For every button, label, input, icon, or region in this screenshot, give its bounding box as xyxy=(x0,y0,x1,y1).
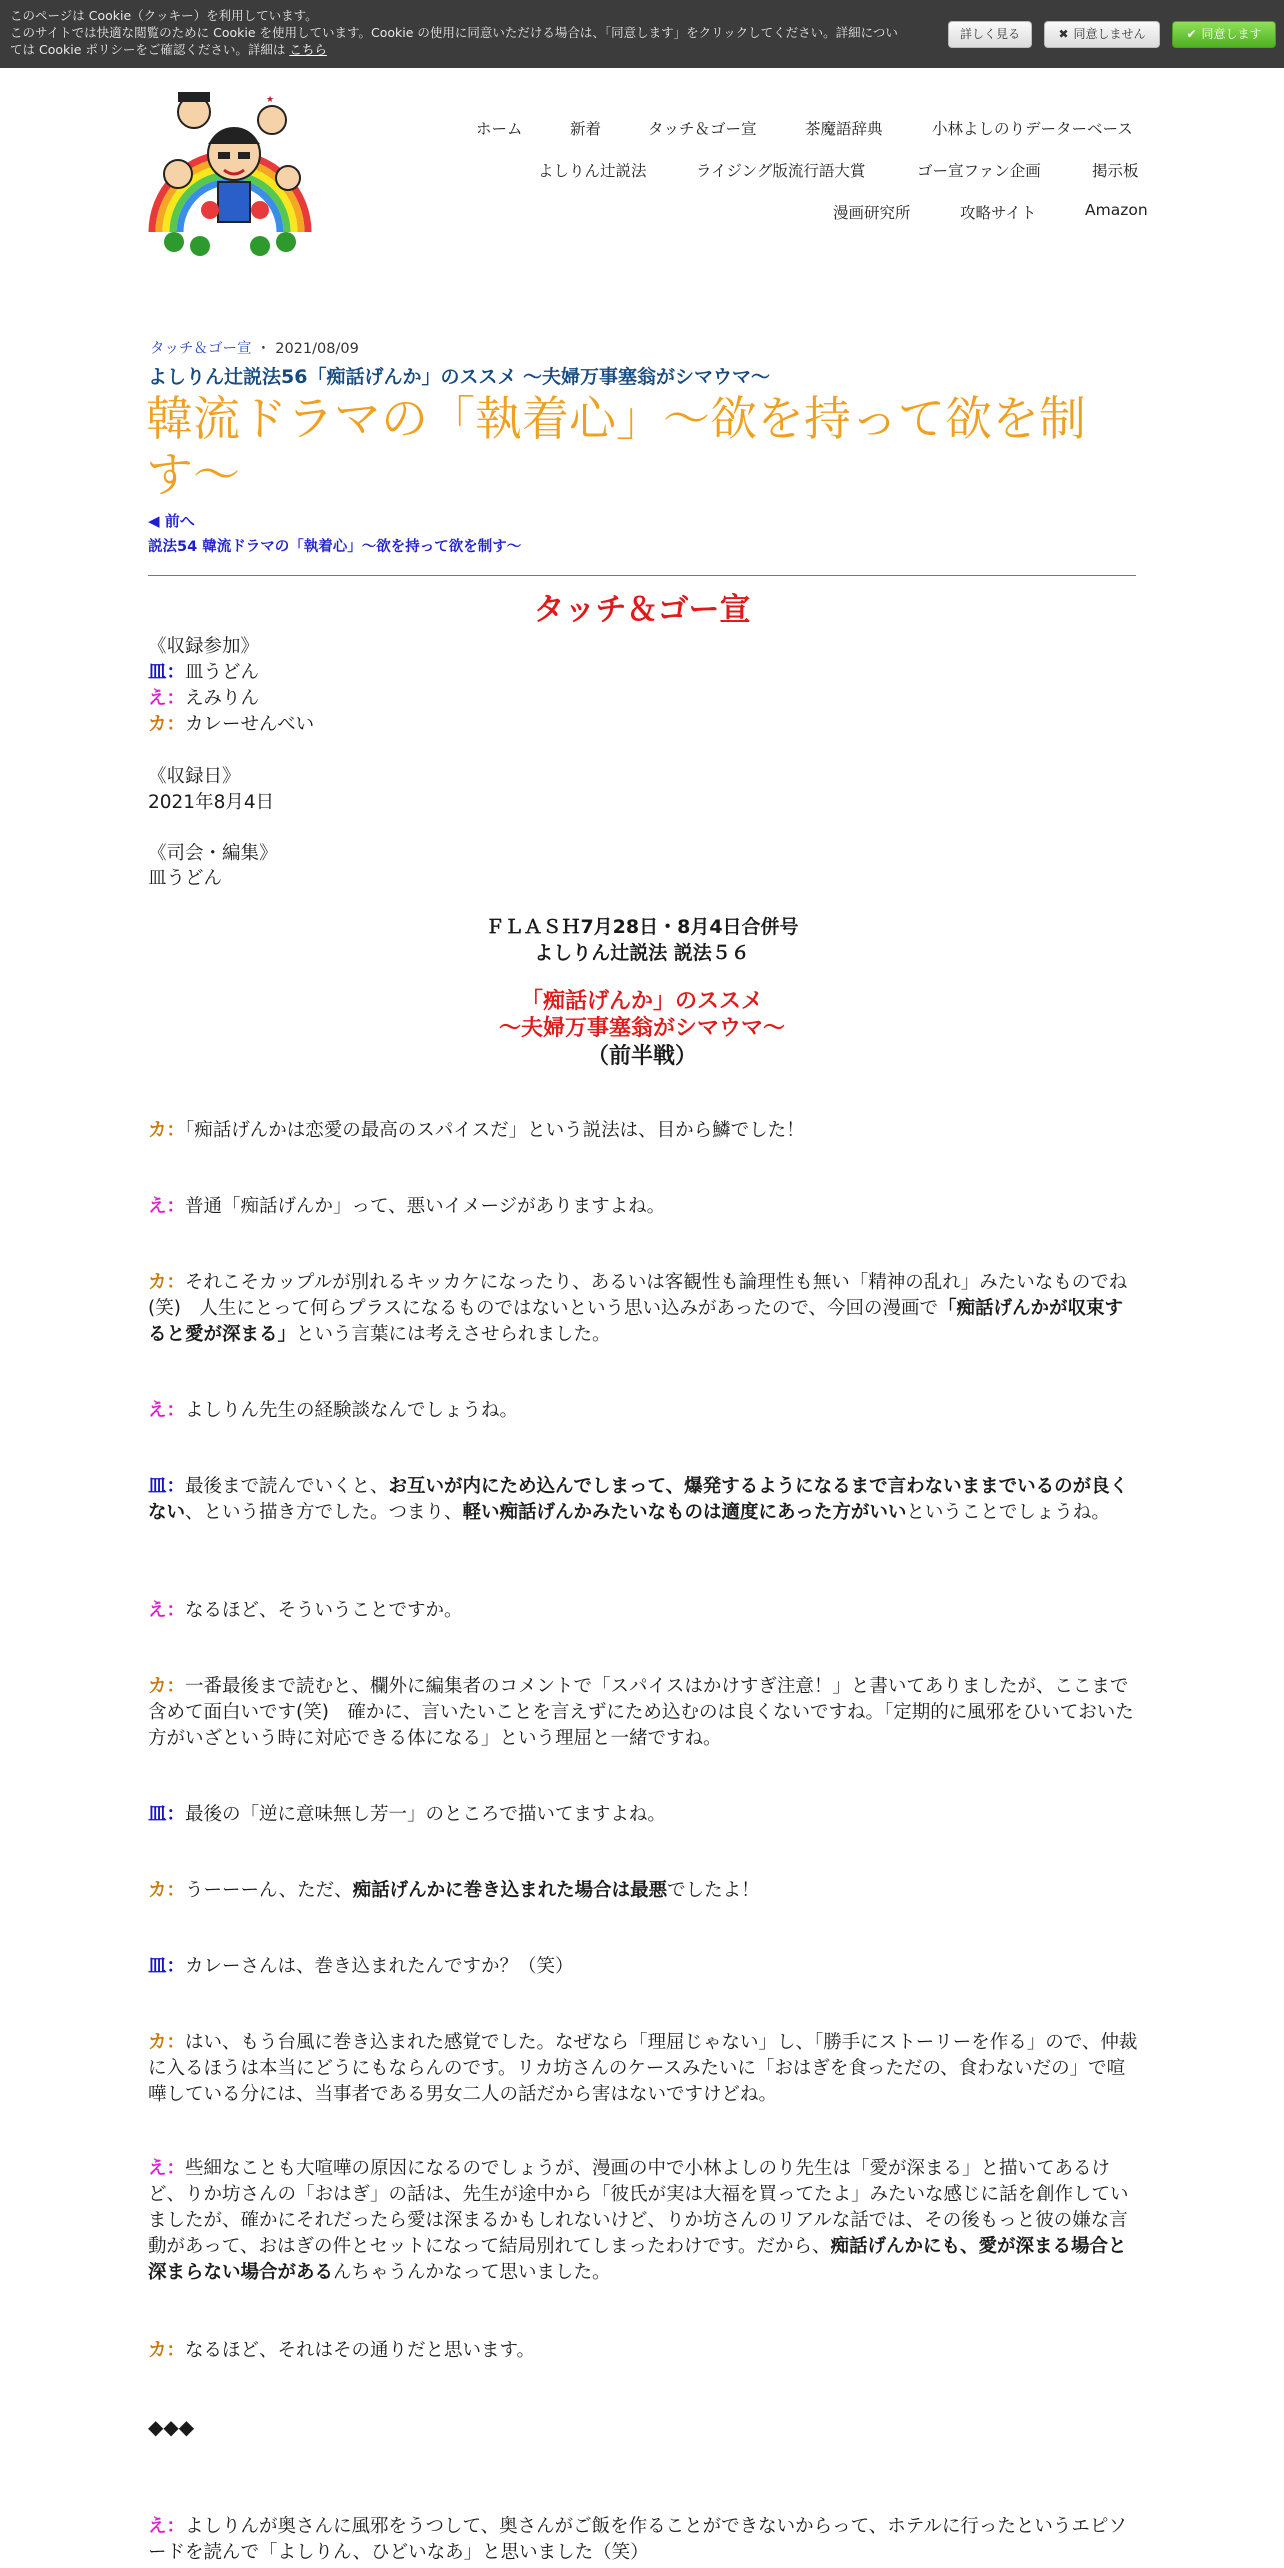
post-subtitle: よしりん辻説法56「痴話げんか」のススメ ～夫婦万事塞翁がシマウマ～ xyxy=(148,366,771,388)
dialogue-line xyxy=(148,1954,1138,1980)
svg-text:★: ★ xyxy=(266,95,275,105)
nav-manga-lab[interactable]: 漫画研究所 xyxy=(833,204,911,222)
dialogue-emphasis: 痴話げんかに巻き込まれた場合は最悪 xyxy=(352,1880,668,1901)
dialogue-text: はい、もう台風に巻き込まれた感覚でした。なぜなら「理屈じゃない」し、「勝手にストーリーを作る」ので、仲裁に入るほうは本当にどうにもならんのです。リカ坊さんのケースみたいに「おはぎを食っただの、食わないだの」で喧嘩している分には、当事者である男女二人の話だから害はないですけどね。 xyxy=(148,2032,1138,2105)
dialogue-text: よしりんが奥さんに風邪をうつして、奥さんがご飯を作ることができないからって、ホテルに行ったというエピソードを読んで「よしりん、ひどいなあ」と思いました（笑） xyxy=(148,2516,1127,2563)
speaker-tag: カ： xyxy=(148,1676,186,1697)
cookie-line-2: このサイトでは快適な閲覧のために Cookie を使用しています。Cookie の使用に同意いただける場合は、「同意します」をクリックしてください。詳細につい xyxy=(10,25,898,40)
member-row xyxy=(148,658,259,684)
nav-home[interactable]: ホーム xyxy=(476,120,523,138)
headline-2: ～夫婦万事塞翁がシマウマ～ xyxy=(498,1016,785,1041)
cookie-line-1: このページは Cookie（クッキー）を利用しています。 xyxy=(10,8,318,23)
speaker-tag: カ： xyxy=(148,2032,186,2053)
headline-1: 「痴話げんか」のススメ xyxy=(520,989,763,1014)
speaker-tag: カ： xyxy=(148,1880,186,1901)
dialogue-line xyxy=(148,2156,1138,2286)
prev-post-link[interactable]: ◀ 前へ xyxy=(148,512,195,530)
host-heading: 《司会・編集》 xyxy=(148,843,278,864)
dialogue-line xyxy=(148,1270,1138,1348)
check-icon: ✔ xyxy=(1186,27,1197,41)
nav-chama-dictionary[interactable]: 茶魔語辞典 xyxy=(805,120,883,138)
cookie-deny-label: 同意しません xyxy=(1073,27,1146,41)
page-title xyxy=(146,392,1136,504)
nav-strategy-site[interactable]: 攻略サイト xyxy=(960,204,1037,222)
dialogue-text: 些細なことも大喧嘩の原因になるのでしょうが、漫画の中で小林よしのり先生は「愛が深まる」と描いてあるけど、りか坊さんの「おはぎ」の話は、先生が途中から「彼氏が実は大福を買ってたよ」みたいな感じに話を創作していましたが、確かにそれだったら愛は深まるかもしれないけど、りか坊さんのリアルな話では、その後もっと彼の嫌な言動があって、おはぎの件とセットになって結局別れてしまったわけです。だから、 xyxy=(148,2158,1129,2257)
page-title-line-2: す～ xyxy=(146,448,240,503)
dialogue-text: よしりん先生の経験談なんでしょうね。 xyxy=(185,1400,519,1421)
category-link[interactable]: タッチ＆ゴー宣 xyxy=(150,341,252,357)
recording-heading: 《収録参加》 xyxy=(148,636,260,657)
member-name: えみりん xyxy=(185,688,260,709)
section-title: タッチ＆ゴー宣 xyxy=(533,592,751,628)
nav-yoshirin-tsujisekkou[interactable]: よしりん辻説法 xyxy=(538,162,647,180)
dialogue-emphasis: お互いが内にため込んでしまって、爆発するようになるまで言わないままでいるのが良くない xyxy=(148,1476,1129,1523)
speaker-tag: カ： xyxy=(148,1272,186,1293)
dialogue-text: ということでしょうね。 xyxy=(906,1502,1110,1523)
dialogue-text: 一番最後まで読むと、欄外に編集者のコメントで「スパイスはかけすぎ注意！」と書いてありましたが、ここまで含めて面白いです(笑) 確かに、言いたいことを言えずにため込むのは良くないですね。「定期的に風邪をひいておいた方がいざという時に対応できる体になる」という理屈と一緒ですね。 xyxy=(148,1676,1134,1749)
dialogue-text: それこそカップルが別れるキッカケになったり、あるいは客観性も論理性も無い「精神の乱れ」みたいなものでね(笑) 人生にとって何らプラスになるものではないという思い込みがあったので、今回の漫画で xyxy=(148,1272,1128,1319)
speaker-tag: え： xyxy=(148,2158,186,2179)
speaker-tag: え： xyxy=(148,1600,186,1621)
dialogue-emphasis: 「痴話げんかが収束すると愛が深まる」 xyxy=(148,1298,1123,1345)
dialogue-text: なるほど、それはその通りだと思います。 xyxy=(185,2340,536,2361)
issue-line-1: ＦＬＡＳＨ7月28日・8月4日合併号 xyxy=(485,916,799,938)
meta-separator: ・ xyxy=(256,341,271,357)
post-date: 2021/08/09 xyxy=(275,341,359,357)
speaker-tag: え： xyxy=(148,2516,186,2537)
nav-gosen-fan-project[interactable]: ゴー宣ファン企画 xyxy=(917,162,1041,180)
nav-bulletin-board[interactable]: 掲示板 xyxy=(1092,162,1139,180)
prev-post-title-link[interactable]: 説法54 韓流ドラマの「執着心」～欲を持って欲を制す～ xyxy=(148,539,522,555)
dialogue-text: 、という描き方でした。つまり、 xyxy=(185,1502,463,1523)
dialogue-line xyxy=(148,1398,1138,1424)
dialogue-line xyxy=(148,1674,1138,1752)
post-meta xyxy=(150,337,359,358)
cookie-policy-link[interactable]: こちら xyxy=(289,42,327,57)
dialogue-line xyxy=(148,2030,1138,2108)
dialogue-text: という言葉には考えさせられました。 xyxy=(296,1324,611,1345)
dialogue-line xyxy=(148,2338,1138,2364)
speaker-tag: 皿： xyxy=(148,662,186,683)
nav-rising-buzzword-award[interactable]: ライジング版流行語大賞 xyxy=(696,162,866,180)
dialogue-emphasis: 痴話げんかにも、愛が深まる場合と深まらない場合がある xyxy=(148,2236,1127,2283)
dialogue-line xyxy=(148,1802,1138,1828)
cookie-more-button[interactable] xyxy=(948,21,1032,48)
dialogue-text: 最後の「逆に意味無し芳一」のところで描いてますよね。 xyxy=(185,1804,666,1825)
speaker-tag: カ： xyxy=(148,714,186,735)
dialogue-text: 普通「痴話げんか」って、悪いイメージがありますよね。 xyxy=(185,1196,666,1217)
dialogue-text: カレーさんは、巻き込まれたんですか？（笑） xyxy=(185,1956,574,1977)
nav-touch-and-gosen[interactable]: タッチ＆ゴー宣 xyxy=(648,120,757,138)
cookie-message xyxy=(10,7,930,58)
member-row xyxy=(148,684,259,710)
nav-amazon[interactable]: Amazon xyxy=(1085,201,1148,219)
dialogue-text: うーーーん、ただ、 xyxy=(185,1880,353,1901)
cookie-more-label: 詳しく見る xyxy=(959,27,1020,41)
dialogue-line xyxy=(148,1474,1138,1526)
dialogue-text: んちゃうんかなって思いました。 xyxy=(333,2262,611,2283)
nav-kobayashi-database[interactable]: 小林よしのりデーターベース xyxy=(932,120,1133,138)
host-name: 皿うどん xyxy=(148,868,223,889)
close-icon: ✖ xyxy=(1058,27,1069,41)
dialogue-text: 最後まで読んでいくと、 xyxy=(185,1476,389,1497)
recording-date: 2021年8月4日 xyxy=(148,792,275,813)
dialogue-line xyxy=(148,1598,1138,1624)
section-divider: ◆◆◆ xyxy=(148,2415,195,2439)
speaker-tag: 皿： xyxy=(148,1476,186,1497)
cookie-deny-button[interactable] xyxy=(1044,21,1160,48)
dialogue-emphasis: 軽い痴話げんかみたいなものは適度にあった方がいい xyxy=(462,1502,907,1523)
speaker-tag: 皿： xyxy=(148,1804,186,1825)
cookie-consent-bar xyxy=(0,0,1284,68)
site-logo-illustration-icon xyxy=(148,82,312,258)
dialogue-line xyxy=(148,1878,1138,1904)
dialogue-text: でしたよ！ xyxy=(667,1880,760,1901)
dialogue-line xyxy=(148,1194,1138,1220)
member-row xyxy=(148,710,314,736)
headline-3: （前半戦） xyxy=(586,1044,697,1069)
speaker-tag: カ： xyxy=(148,2340,186,2361)
member-name: カレーせんべい xyxy=(185,714,315,735)
speaker-tag: 皿： xyxy=(148,1956,186,1977)
page-title-line-1: 韓流ドラマの「執着心」～欲を持って欲を制 xyxy=(146,392,1086,447)
cookie-accept-button[interactable] xyxy=(1172,21,1276,48)
divider-line xyxy=(148,575,1136,576)
speaker-tag: え： xyxy=(148,1196,186,1217)
nav-new[interactable]: 新着 xyxy=(570,120,602,138)
speaker-tag: え： xyxy=(148,1400,186,1421)
member-name: 皿うどん xyxy=(185,662,260,683)
dialogue-text: 「痴話げんかは恋愛の最高のスパイスだ」という説法は、目から鱗でした！ xyxy=(185,1120,805,1141)
dialogue-line xyxy=(148,2514,1138,2566)
site-logo[interactable] xyxy=(148,82,312,258)
dialogue-text: なるほど、そういうことですか。 xyxy=(185,1600,463,1621)
cookie-line-3: ては Cookie ポリシーをご確認ください。詳細は こちら xyxy=(10,42,327,57)
speaker-tag: カ： xyxy=(148,1120,186,1141)
issue-line-2: よしりん辻説法 説法５６ xyxy=(534,942,750,964)
cookie-accept-label: 同意します xyxy=(1201,27,1262,41)
dialogue-line xyxy=(148,1118,1138,1144)
speaker-tag: え： xyxy=(148,688,186,709)
recording-date-heading: 《収録日》 xyxy=(148,766,241,787)
